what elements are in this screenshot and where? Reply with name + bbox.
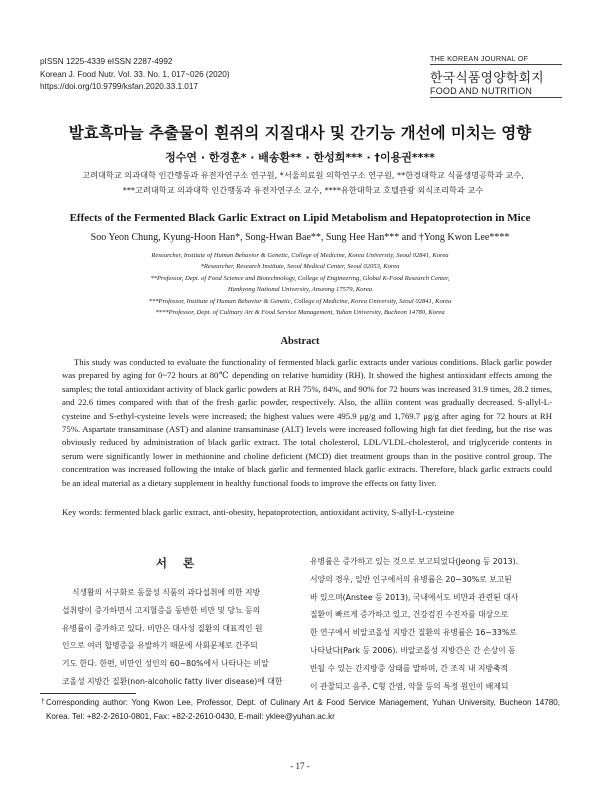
text-line: 코올성 지방간 질환(non-alcoholic fatty liver disease)에 대한 (62, 676, 283, 686)
text-line: 이 관찰되고 음주, C형 간염, 약물 등의 특정 원인이 배제되 (310, 681, 509, 691)
page-number: - 17 - (290, 761, 310, 771)
title-english: Effects of the Fermented Black Garlic Extract on Lipid Metabolism and Hepatoprotection in Mice (69, 212, 531, 224)
journal-citation-block (40, 56, 230, 94)
affiliation-en-line: Researcher, Institute of Human Behavior & Genetic, College of Medicine, Korea University, Seoul 02841, Korea (151, 252, 449, 259)
affiliation-en-line: **Professor, Dept. of Food Science and Biotechnology, College of Engineering, Global K-Food Research Center, (150, 274, 450, 282)
footnote-divider (40, 693, 136, 694)
journal-name-en-top: THE KOREAN JOURNAL OF (430, 54, 562, 65)
authors-korean: 정수연 · 한경훈* · 배송환** · 한성희*** · †이용권**** (165, 151, 435, 164)
text-line: 섭취량이 증가하면서 고지혈증을 동반한 비만 및 당뇨 등의 (62, 605, 261, 615)
introduction-right-column (310, 553, 552, 695)
affiliation-ko-line: 고려대학교 의과대학 인간행동과 유전자연구소 연구원, *서울의료원 의학연구소 연구원, **한경대학교 식품생명공학과 교수, (82, 170, 524, 180)
affiliation-en-line: ***Professor, Institute of Human Behavior & Genetic, College of Medicine, Korea University, Seoul 02841, Korea (148, 297, 452, 305)
abstract-heading: Abstract (280, 336, 320, 347)
text-line: 서양의 경우, 일반 인구에서의 유병률은 20~30%로 보고된 (310, 574, 512, 584)
journal-name-ko: 한국식품영양학회지 (430, 70, 544, 85)
affiliation-en-line: Hankyong National University, Anseong 17579, Korea (227, 286, 373, 294)
authors-english: Soo Yeon Chung, Kyung-Hoon Han*, Song-Hwan Bae**, Sung Hee Han*** and †Yong Kwon Lee**** (90, 232, 510, 243)
text-line: 한 연구에서 비알코올성 지방간 질환의 유병률은 16~33%로 (310, 628, 517, 638)
text-line: 유병률이 증가하고 있다. 비만은 대사성 질환의 대표적인 원 (62, 623, 263, 633)
dagger-mark: † (41, 698, 45, 705)
introduction-left-column (62, 584, 294, 691)
text-line: 인으로 여러 합병증을 유발하기 때문에 사회문제로 간주되 (62, 641, 258, 651)
text-line: 기도 한다. 한편, 비만인 성인의 60~80%에서 나타나는 비알 (62, 659, 269, 669)
keywords: Key words: fermented black garlic extract, anti-obesity, hepatoprotection, antioxidant activity, S-allyl-L-cysteine (62, 507, 455, 517)
doi-link[interactable]: https://doi.org/10.9799/ksfan.2020.33.1.017 (40, 82, 198, 91)
corresponding-author-footnote (41, 696, 560, 724)
section-heading-introduction: 서 론 (155, 556, 201, 570)
affiliations-korean (46, 168, 560, 197)
issn-line: pISSN 1225-4339 eISSN 2287-4992 (40, 57, 173, 66)
affiliation-en-line: ****Professor, Dept. of Culinary Art & Food Service Management, Yuhan University, Bucheon 14780, Korea (155, 309, 445, 317)
abstract-text: This study was conducted to evaluate the functionality of fermented black garlic extracts under various conditions. Black garlic powder was prepared by aging for 0~72 hours at 80℃ depending on relative humidity (RH). It showed the highest antioxidant effects among the samples; the total antioxidant activity of black garlic powders at RH 75%, 84%, and 90% for 72 hours was increased 31.9 times, 28.2 times, and 22.6 times compared with that of the fresh garlic powder, respectively. Also, the alliin content was gradually decreased. S-allyl-L-cysteine and S-ethyl-cysteine levels were increased; the highest values were 495.9 μg/g and 1,769.7 μg/g after aging for 72 hours at RH 75%. Aspartate transaminase (AST) and alanine transaminase (ALT) levels were increased following high fat diet feeding, but the rise was obviously reduced by administration of black garlic extract. The total cholesterol, LDL/VLDL-cholesterol, and triglyceride contents in serum were significantly lower in methionine and choline deficient (MCD) diet treatment groups than in the positive control group. The concentration was increased following the intake of black garlic and fermented black garlic extracts. Therefore, black garlic extracts could be an ideal material as a dietary supplement in healthy functional foods to improve the effects on fatty liver. (62, 357, 552, 488)
text-line: 바 있으며(Anstee 등 2013), 국내에서도 비만과 관련된 대사 (310, 592, 519, 602)
journal-name-en-bottom: FOOD AND NUTRITION (430, 86, 562, 98)
abstract-body (62, 356, 552, 490)
text-line: 식생활의 서구화로 동물성 식품의 과다섭취에 의한 지방 (72, 588, 261, 597)
affiliation-en-line: *Researcher, Research Institute, Seoul Medical Center, Seoul 02053, Korea (200, 263, 400, 271)
text-line: 질환이 빠르게 증가하고 있고, 건강검진 수진자를 대상으로 (310, 610, 509, 620)
text-line: 유병률은 증가하고 있는 것으로 보고되었다(Jeong 등 2013). (310, 557, 519, 566)
title-korean: 발효흑마늘 추출물이 흰쥐의 지질대사 및 간기능 개선에 미치는 영향 (68, 124, 532, 142)
footnote-text: Corresponding author: Yong Kwon Lee, Professor, Dept. of Culinary Art & Food Service Management, Yuhan University, Bucheon 14780, Korea. Tel: +82-2-2610-0801, Fax: +82-2-2610-0430, E-mail: yklee@yuhan.ac.kr (46, 698, 560, 721)
text-line: 나타났다(Park 등 2006). 비알코올성 지방간은 간 손상이 동 (310, 645, 516, 655)
text-line: 반될 수 있는 간지방증 상태를 말하며, 간 조직 내 지방축적 (310, 663, 509, 673)
affiliation-ko-line: ***고려대학교 의과대학 인간행동과 유전자연구소 교수, ****유한대학교 호텔관광 외식조리학과 교수 (122, 184, 484, 195)
citation-line: Korean J. Food Nutr. Vol. 33. No. 1, 017~026 (2020) (40, 69, 230, 79)
journal-logo (430, 54, 562, 98)
affiliations-english (60, 250, 540, 318)
